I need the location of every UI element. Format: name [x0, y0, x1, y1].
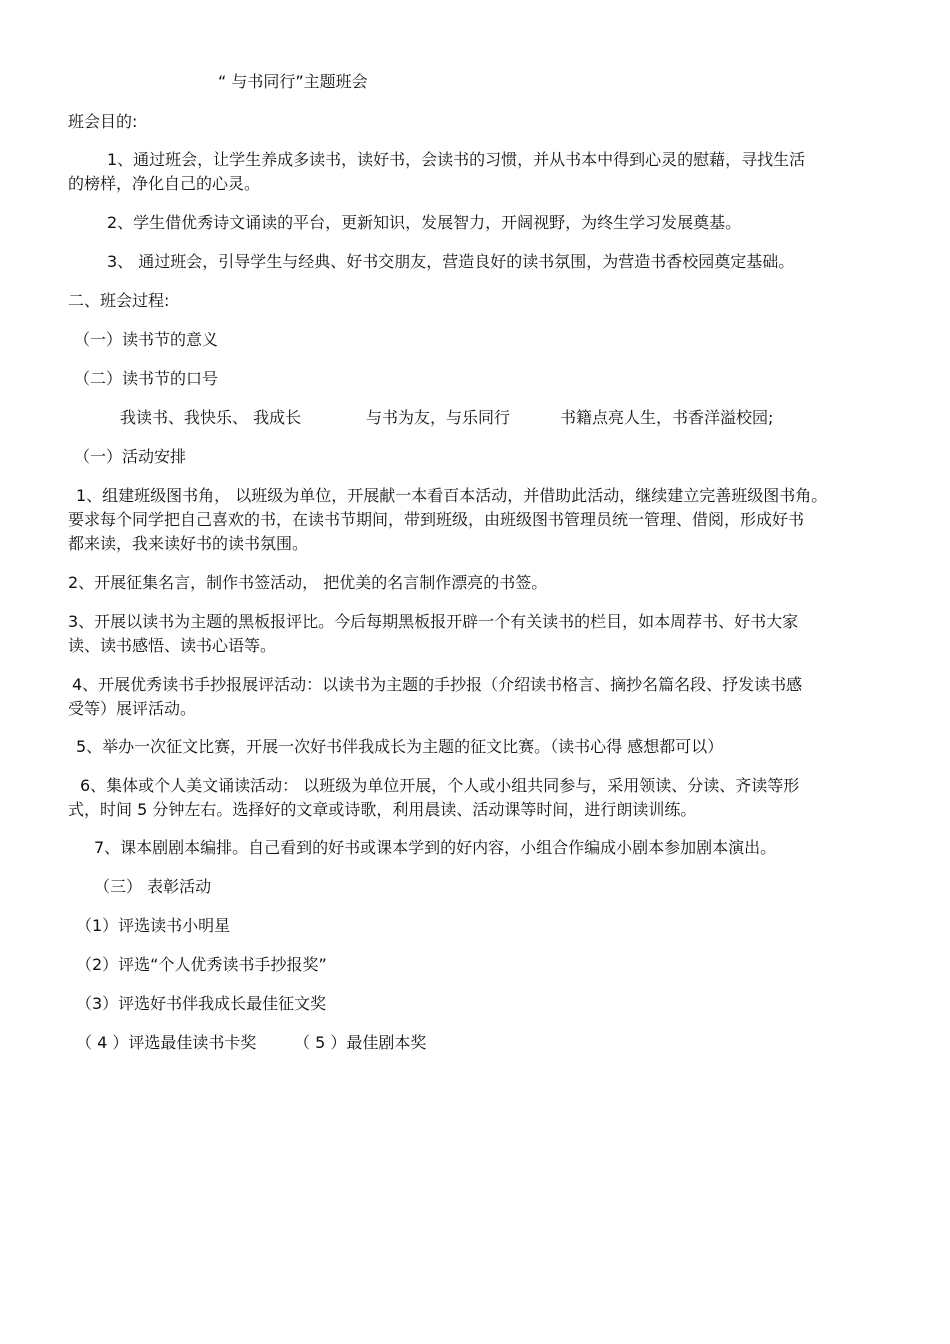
activity-4-line-1: 4、开展优秀读书手抄报展评活动：以读书为主题的手抄报（介绍读书格言、摘抄名篇名段、抒发读书感	[72, 675, 803, 694]
purpose-1-line-1: 1、通过班会，让学生养成多读书，读好书，会读书的习惯，并从书本中得到心灵的慰藉，寻找生活	[107, 150, 806, 169]
slogan-1: 我读书、我快乐、 我成长	[120, 408, 302, 427]
award-5: （ 5 ）最佳剧本奖	[294, 1033, 427, 1052]
process-heading: 二、班会过程:	[68, 291, 170, 310]
activity-6-line-1: 6、集体或个人美文诵读活动： 以班级为单位开展，个人或小组共同参与，采用领读、分读、齐读等形	[80, 776, 800, 795]
section-activities: （一）活动安排	[74, 447, 187, 466]
purpose-3: 3、 通过班会，引导学生与经典、好书交朋友，营造良好的读书氛围，为营造书香校园奠定基础。	[107, 252, 795, 271]
section-meaning: （一）读书节的意义	[74, 330, 219, 349]
slogan-3: 书籍点亮人生，书香洋溢校园;	[560, 408, 774, 427]
purpose-1-line-2: 的榜样，净化自己的心灵。	[68, 174, 261, 193]
activity-3-line-2: 读、读书感悟、读书心语等。	[68, 636, 277, 655]
section-slogan: （二）读书节的口号	[74, 369, 219, 388]
activity-5: 5、举办一次征文比赛，开展一次好书伴我成长为主题的征文比赛。（读书心得 感想都可以）	[76, 737, 724, 756]
activity-1-line-1: 1、组建班级图书角， 以班级为单位，开展献一本看百本活动，并借助此活动，继续建立完善班级图书角。	[76, 486, 828, 505]
activity-7: 7、课本剧剧本编排。自己看到的好书或课本学到的好内容，小组合作编成小剧本参加剧本演出。	[94, 838, 777, 857]
purpose-2: 2、学生借优秀诗文诵读的平台，更新知识，发展智力，开阔视野，为终生学习发展奠基。	[107, 213, 742, 232]
doc-title: “ 与书同行”主题班会	[218, 72, 368, 91]
award-2: （2）评选“个人优秀读书手抄报奖”	[76, 955, 327, 974]
award-4: （ 4 ）评选最佳读书卡奖	[76, 1033, 257, 1052]
slogan-2: 与书为友，与乐同行	[366, 408, 511, 427]
activity-1-line-2: 要求每个同学把自己喜欢的书，在读书节期间，带到班级，由班级图书管理员统一管理、借阅，形成好书	[68, 510, 805, 529]
award-3: （3）评选好书伴我成长最佳征文奖	[76, 994, 327, 1013]
activity-2: 2、开展征集名言，制作书签活动， 把优美的名言制作漂亮的书签。	[68, 573, 548, 592]
activity-4-line-2: 受等）展评活动。	[68, 699, 197, 718]
purpose-heading: 班会目的:	[68, 112, 138, 131]
activity-3-line-1: 3、开展以读书为主题的黑板报评比。今后每期黑板报开辟一个有关读书的栏目，如本周荐书、好书大家	[68, 612, 799, 631]
award-1: （1）评选读书小明星	[76, 916, 231, 935]
section-awards: （三） 表彰活动	[94, 877, 212, 896]
activity-1-line-3: 都来读，我来读好书的读书氛围。	[68, 534, 309, 553]
activity-6-line-2: 式，时间 5 分钟左右。选择好的文章或诗歌，利用晨读、活动课等时间，进行朗读训练。	[68, 800, 697, 819]
